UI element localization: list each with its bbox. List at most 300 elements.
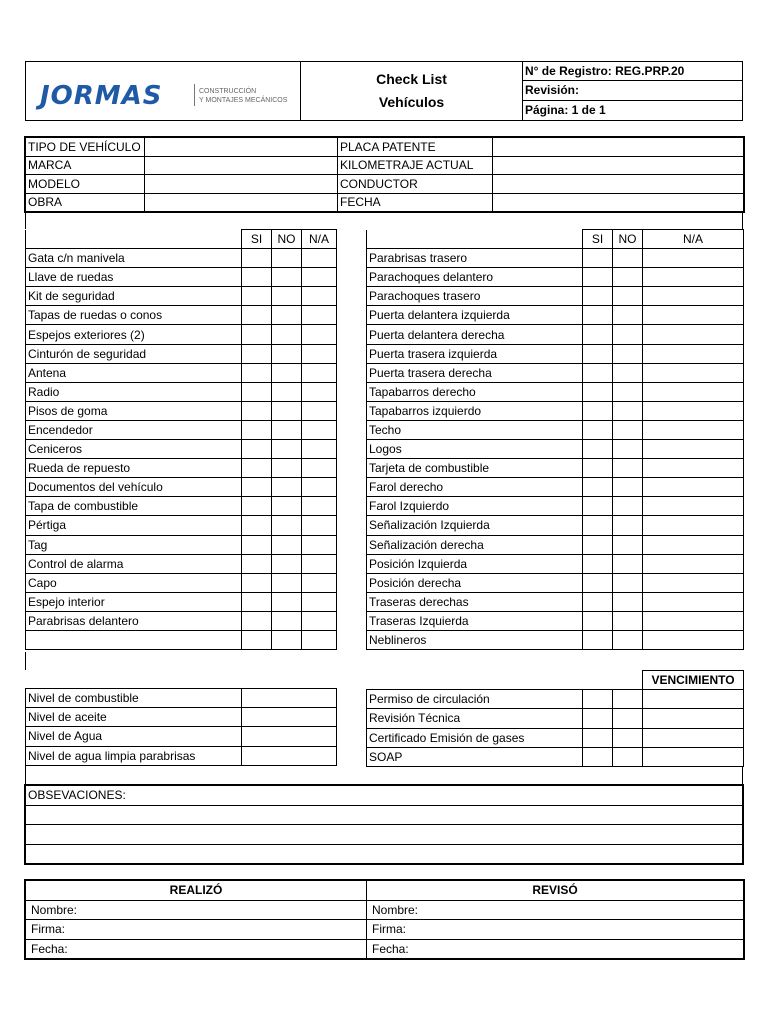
checklist-row (26, 497, 337, 516)
check-cell-si[interactable] (583, 497, 613, 516)
checklist-row (26, 382, 337, 401)
checklist-row (367, 344, 744, 363)
checklist-row (26, 325, 337, 344)
checklist-item-label: Señalización Izquierda (367, 516, 583, 535)
check-cell-na[interactable] (302, 287, 337, 306)
company-logo (26, 62, 301, 120)
checklist-row (367, 306, 744, 325)
check-cell-no[interactable] (613, 554, 643, 573)
checklist-row (367, 401, 744, 420)
checklist-item-label: Logos (367, 440, 583, 459)
col-no: NO (272, 230, 302, 249)
checklist-item-label: Control de alarma (26, 554, 242, 573)
check-cell-no[interactable] (272, 420, 302, 439)
checklist-item-label: Rueda de repuesto (26, 459, 242, 478)
check-cell-na[interactable] (643, 268, 744, 287)
check-cell-no[interactable] (613, 287, 643, 306)
check-cell-na[interactable] (302, 573, 337, 592)
check-cell-si[interactable] (242, 401, 272, 420)
level-row (26, 689, 337, 708)
checklist-item-label: Documentos del vehículo (26, 478, 242, 497)
checklist-row (26, 478, 337, 497)
check-cell-si[interactable] (242, 420, 272, 439)
check-cell-no[interactable] (613, 630, 643, 649)
checklist-row (26, 249, 337, 268)
checklist-item-label: Parachoques delantero (367, 268, 583, 287)
checklist-row (367, 516, 744, 535)
check-cell-na[interactable] (302, 363, 337, 382)
check-cell-no[interactable] (272, 611, 302, 630)
check-cell-si[interactable] (583, 440, 613, 459)
check-cell-no[interactable] (613, 440, 643, 459)
checklist-item-label: Pértiga (26, 516, 242, 535)
check-cell-no[interactable] (613, 709, 643, 728)
checklist-item-label: Tarjeta de combustible (367, 459, 583, 478)
realizo-nombre-field[interactable]: Nombre: (26, 900, 367, 920)
check-cell-na[interactable] (643, 420, 744, 439)
document-label: Permiso de circulación (367, 690, 583, 709)
check-cell-si[interactable] (583, 382, 613, 401)
logo-wordmark: JORMAS (40, 81, 163, 111)
observations-table (25, 785, 743, 864)
check-cell-na[interactable] (643, 573, 744, 592)
checklist-row (367, 363, 744, 382)
document-label: Revisión Técnica (367, 709, 583, 728)
check-cell-si[interactable] (583, 573, 613, 592)
check-cell-na[interactable] (643, 554, 744, 573)
check-cell-si[interactable] (242, 630, 272, 649)
level-value-field[interactable] (242, 746, 337, 765)
check-cell-si[interactable] (583, 287, 613, 306)
documents-table (366, 670, 744, 767)
check-cell-no[interactable] (272, 459, 302, 478)
check-cell-si[interactable] (583, 554, 613, 573)
check-cell-si[interactable] (242, 268, 272, 287)
check-cell-no[interactable] (613, 344, 643, 363)
document-label: SOAP (367, 747, 583, 766)
checklist-item-label: Espejos exteriores (2) (26, 325, 242, 344)
checklist-row (26, 573, 337, 592)
check-cell-na[interactable] (302, 554, 337, 573)
check-cell-no[interactable] (613, 611, 643, 630)
blank-cell (367, 230, 583, 249)
label-obra: OBRA (26, 193, 145, 212)
check-cell-si[interactable] (583, 306, 613, 325)
conductor-field[interactable] (493, 175, 744, 194)
label-placa: PLACA PATENTE (338, 138, 493, 157)
document-row (367, 728, 744, 747)
level-label: Nivel de aceite (26, 708, 242, 727)
check-cell-si[interactable] (242, 554, 272, 573)
checklist-item-label: Puerta trasera derecha (367, 363, 583, 382)
logo-subtitle: CONSTRUCCIÓN Y MONTAJES MECÁNICOS (199, 88, 288, 104)
check-cell-na[interactable] (643, 440, 744, 459)
checklist-item-label: Posición derecha (367, 573, 583, 592)
document-row (367, 709, 744, 728)
check-cell-na[interactable] (302, 249, 337, 268)
check-cell-si[interactable] (583, 420, 613, 439)
check-cell-no[interactable] (272, 630, 302, 649)
check-cell-si[interactable] (242, 478, 272, 497)
label-modelo: MODELO (26, 175, 145, 194)
checklist-row (26, 459, 337, 478)
checklist-row (26, 287, 337, 306)
level-value-field[interactable] (242, 708, 337, 727)
vencimiento-field[interactable] (643, 728, 744, 747)
check-cell-si[interactable] (242, 306, 272, 325)
check-cell-no[interactable] (272, 344, 302, 363)
check-cell-no[interactable] (613, 325, 643, 344)
checklist-item-label: Espejo interior (26, 592, 242, 611)
checklist-item-label: Kit de seguridad (26, 287, 242, 306)
level-value-field[interactable] (242, 689, 337, 708)
check-cell-no[interactable] (272, 573, 302, 592)
document-title: Check List Vehículos (301, 62, 523, 120)
reviso-nombre-field[interactable]: Nombre: (367, 900, 744, 920)
check-cell-na[interactable] (643, 497, 744, 516)
check-cell-na[interactable] (302, 497, 337, 516)
checklist-left (25, 229, 337, 650)
spacer (25, 766, 743, 785)
logo-divider (194, 84, 195, 106)
label-km: KILOMETRAJE ACTUAL (338, 156, 493, 175)
check-cell-si[interactable] (242, 325, 272, 344)
check-cell-no[interactable] (272, 382, 302, 401)
label-conductor: CONDUCTOR (338, 175, 493, 194)
checklist-row (367, 592, 744, 611)
checklist-row (26, 401, 337, 420)
check-cell-na[interactable] (302, 611, 337, 630)
realizo-fecha-field[interactable]: Fecha: (26, 939, 367, 959)
checklist-row (26, 440, 337, 459)
checklist-row (26, 363, 337, 382)
reviso-fecha-field[interactable]: Fecha: (367, 939, 744, 959)
revision-field[interactable]: Revisión: (523, 81, 742, 100)
level-label: Nivel de combustible (26, 689, 242, 708)
level-row (26, 746, 337, 765)
checklist-item-label: Traseras Izquierda (367, 611, 583, 630)
checklist-item-label (26, 630, 242, 649)
vencimiento-field[interactable] (643, 690, 744, 709)
spacer (25, 211, 743, 229)
checklist-row (367, 249, 744, 268)
check-cell-si[interactable] (583, 747, 613, 766)
check-cell-no[interactable] (613, 747, 643, 766)
check-cell-na[interactable] (643, 325, 744, 344)
check-cell-no[interactable] (272, 268, 302, 287)
check-cell-no[interactable] (272, 325, 302, 344)
checklist-item-label: Tapa de combustible (26, 497, 242, 516)
check-cell-si[interactable] (583, 611, 613, 630)
check-cell-no[interactable] (613, 516, 643, 535)
label-marca: MARCA (26, 156, 145, 175)
checklist-row (26, 344, 337, 363)
checklist-row (367, 325, 744, 344)
checklist-row (26, 592, 337, 611)
placa-field[interactable] (493, 138, 744, 157)
check-cell-no[interactable] (613, 690, 643, 709)
check-cell-no[interactable] (272, 535, 302, 554)
checklist-row (367, 630, 744, 649)
check-cell-na[interactable] (643, 306, 744, 325)
checklist-row (26, 630, 337, 649)
check-cell-no[interactable] (613, 268, 643, 287)
checklist-right (366, 229, 744, 650)
checklist-item-label: Techo (367, 420, 583, 439)
check-cell-si[interactable] (583, 459, 613, 478)
checklist-item-label: Parabrisas delantero (26, 611, 242, 630)
check-cell-na[interactable] (302, 344, 337, 363)
check-cell-si[interactable] (242, 249, 272, 268)
checklist-row (367, 268, 744, 287)
check-cell-no[interactable] (272, 287, 302, 306)
checklist-row (367, 440, 744, 459)
blank-cell (26, 230, 242, 249)
check-cell-no[interactable] (613, 363, 643, 382)
document-header (25, 61, 743, 121)
registry-number: N° de Registro: REG.PRP.20 (523, 62, 742, 81)
vencimiento-field[interactable] (643, 747, 744, 766)
check-cell-si[interactable] (242, 382, 272, 401)
checklist-item-label: Puerta delantera derecha (367, 325, 583, 344)
check-cell-si[interactable] (583, 592, 613, 611)
check-cell-si[interactable] (583, 709, 613, 728)
checklist-item-label: Parachoques trasero (367, 287, 583, 306)
check-cell-si[interactable] (242, 459, 272, 478)
checklist-header-row (367, 230, 744, 249)
checklist-row (367, 497, 744, 516)
check-cell-na[interactable] (643, 516, 744, 535)
checklist-row (26, 516, 337, 535)
realizo-header: REALIZÓ (26, 881, 367, 901)
document-label: Certificado Emisión de gases (367, 728, 583, 747)
vencimiento-field[interactable] (643, 709, 744, 728)
check-cell-si[interactable] (583, 690, 613, 709)
check-cell-na[interactable] (643, 459, 744, 478)
checklist-row (367, 459, 744, 478)
observations-line[interactable] (26, 825, 743, 845)
check-cell-no[interactable] (272, 363, 302, 382)
checklist-row (367, 554, 744, 573)
realizo-firma-field[interactable]: Firma: (26, 920, 367, 940)
checklist-row (367, 420, 744, 439)
check-cell-na[interactable] (302, 630, 337, 649)
fecha-field[interactable] (493, 193, 744, 212)
checklist-header-row (26, 230, 337, 249)
check-cell-si[interactable] (583, 344, 613, 363)
checklist-item-label: Llave de ruedas (26, 268, 242, 287)
reviso-firma-field[interactable]: Firma: (367, 920, 744, 940)
check-cell-no[interactable] (272, 306, 302, 325)
check-cell-na[interactable] (643, 478, 744, 497)
check-cell-na[interactable] (643, 249, 744, 268)
observations-line[interactable] (26, 805, 743, 825)
check-cell-na[interactable] (302, 325, 337, 344)
checklist-row (367, 573, 744, 592)
check-cell-no[interactable] (613, 420, 643, 439)
label-tipo: TIPO DE VEHÍCULO (26, 138, 145, 157)
check-cell-na[interactable] (643, 287, 744, 306)
document-row (367, 690, 744, 709)
km-field[interactable] (493, 156, 744, 175)
checklist-row (26, 535, 337, 554)
checklist-item-label: Puerta trasera izquierda (367, 344, 583, 363)
check-cell-na[interactable] (302, 268, 337, 287)
marca-field[interactable] (145, 156, 338, 175)
checklist-item-label: Tapabarros derecho (367, 382, 583, 401)
check-cell-si[interactable] (583, 535, 613, 554)
checklist-item-label: Cinturón de seguridad (26, 344, 242, 363)
check-cell-si[interactable] (583, 268, 613, 287)
checklist-item-label: Gata c/n manivela (26, 249, 242, 268)
check-cell-na[interactable] (302, 516, 337, 535)
check-cell-si[interactable] (583, 401, 613, 420)
check-cell-no[interactable] (613, 306, 643, 325)
checklist-item-label: Pisos de goma (26, 401, 242, 420)
checklist-item-label: Puerta delantera izquierda (367, 306, 583, 325)
col-si: SI (583, 230, 613, 249)
check-cell-no[interactable] (272, 401, 302, 420)
check-cell-no[interactable] (272, 554, 302, 573)
check-cell-no[interactable] (272, 478, 302, 497)
check-cell-na[interactable] (643, 401, 744, 420)
check-cell-si[interactable] (242, 535, 272, 554)
checklist-item-label: Ceniceros (26, 440, 242, 459)
checklist-row (367, 611, 744, 630)
checklist-item-label: Encendedor (26, 420, 242, 439)
checklist-item-label: Parabrisas trasero (367, 249, 583, 268)
check-cell-na[interactable] (302, 440, 337, 459)
observations-label: OBSEVACIONES: (26, 786, 743, 806)
check-cell-no[interactable] (272, 592, 302, 611)
checklist-item-label: Tapas de ruedas o conos (26, 306, 242, 325)
col-si: SI (242, 230, 272, 249)
tipo-field[interactable] (145, 138, 338, 157)
level-label: Nivel de Agua (26, 727, 242, 746)
col-na: N/A (302, 230, 337, 249)
checklist-item-label: Tag (26, 535, 242, 554)
checklist-row (367, 478, 744, 497)
check-cell-si[interactable] (583, 728, 613, 747)
check-cell-si[interactable] (583, 630, 613, 649)
page-number: Página: 1 de 1 (525, 102, 606, 117)
check-cell-na[interactable] (302, 535, 337, 554)
checklist-item-label: Capo (26, 573, 242, 592)
checklist-item-label: Posición Izquierda (367, 554, 583, 573)
checklist-row (26, 306, 337, 325)
level-label: Nivel de agua limpia parabrisas (26, 746, 242, 765)
checklist-row (26, 554, 337, 573)
check-cell-si[interactable] (583, 516, 613, 535)
check-cell-na[interactable] (643, 611, 744, 630)
check-cell-no[interactable] (613, 535, 643, 554)
document-row (367, 747, 744, 766)
check-cell-no[interactable] (613, 459, 643, 478)
spacer (25, 652, 743, 670)
check-cell-si[interactable] (242, 516, 272, 535)
check-cell-si[interactable] (242, 573, 272, 592)
check-cell-si[interactable] (583, 249, 613, 268)
signatures-table (25, 880, 744, 959)
checklist-item-label: Traseras derechas (367, 592, 583, 611)
checklist-row (26, 611, 337, 630)
check-cell-na[interactable] (302, 592, 337, 611)
level-value-field[interactable] (242, 727, 337, 746)
check-cell-si[interactable] (242, 592, 272, 611)
levels-table (25, 670, 337, 766)
check-cell-no[interactable] (613, 401, 643, 420)
check-cell-si[interactable] (242, 611, 272, 630)
check-cell-na[interactable] (643, 535, 744, 554)
check-cell-si[interactable] (242, 440, 272, 459)
check-cell-no[interactable] (613, 249, 643, 268)
check-cell-no[interactable] (613, 497, 643, 516)
checklist-item-label: Antena (26, 363, 242, 382)
check-cell-si[interactable] (242, 287, 272, 306)
check-cell-no[interactable] (613, 573, 643, 592)
vehicle-info-table (25, 137, 744, 212)
checklist-row (367, 535, 744, 554)
obra-field[interactable] (145, 193, 338, 212)
check-cell-si[interactable] (583, 325, 613, 344)
check-cell-na[interactable] (302, 382, 337, 401)
checklist-row (367, 382, 744, 401)
checklist-item-label: Señalización derecha (367, 535, 583, 554)
check-cell-na[interactable] (302, 478, 337, 497)
checklist-row (26, 420, 337, 439)
checklist-item-label: Neblineros (367, 630, 583, 649)
check-cell-si[interactable] (242, 344, 272, 363)
check-cell-na[interactable] (643, 382, 744, 401)
modelo-field[interactable] (145, 175, 338, 194)
check-cell-no[interactable] (272, 440, 302, 459)
check-cell-si[interactable] (242, 363, 272, 382)
check-cell-na[interactable] (643, 363, 744, 382)
check-cell-na[interactable] (302, 459, 337, 478)
check-cell-no[interactable] (613, 592, 643, 611)
check-cell-no[interactable] (272, 497, 302, 516)
check-cell-no[interactable] (613, 382, 643, 401)
check-cell-si[interactable] (242, 497, 272, 516)
check-cell-na[interactable] (302, 306, 337, 325)
checklist-item-label: Farol Izquierdo (367, 497, 583, 516)
col-no: NO (613, 230, 643, 249)
level-row (26, 708, 337, 727)
checklist-item-label: Tapabarros izquierdo (367, 401, 583, 420)
registry-block (523, 62, 742, 120)
check-cell-na[interactable] (302, 401, 337, 420)
check-cell-no[interactable] (613, 478, 643, 497)
check-cell-na[interactable] (643, 592, 744, 611)
check-cell-na[interactable] (643, 630, 744, 649)
observations-line[interactable] (26, 844, 743, 864)
checklist-item-label: Farol derecho (367, 478, 583, 497)
checklist-row (26, 268, 337, 287)
checklist-row (367, 287, 744, 306)
col-na: N/A (643, 230, 744, 249)
check-cell-si[interactable] (583, 478, 613, 497)
check-cell-na[interactable] (302, 420, 337, 439)
check-cell-no[interactable] (272, 516, 302, 535)
label-fecha: FECHA (338, 193, 493, 212)
check-cell-si[interactable] (583, 363, 613, 382)
vencimiento-header: VENCIMIENTO (643, 671, 744, 690)
reviso-header: REVISÓ (367, 881, 744, 901)
level-row (26, 727, 337, 746)
check-cell-no[interactable] (613, 728, 643, 747)
check-cell-na[interactable] (643, 344, 744, 363)
check-cell-no[interactable] (272, 249, 302, 268)
